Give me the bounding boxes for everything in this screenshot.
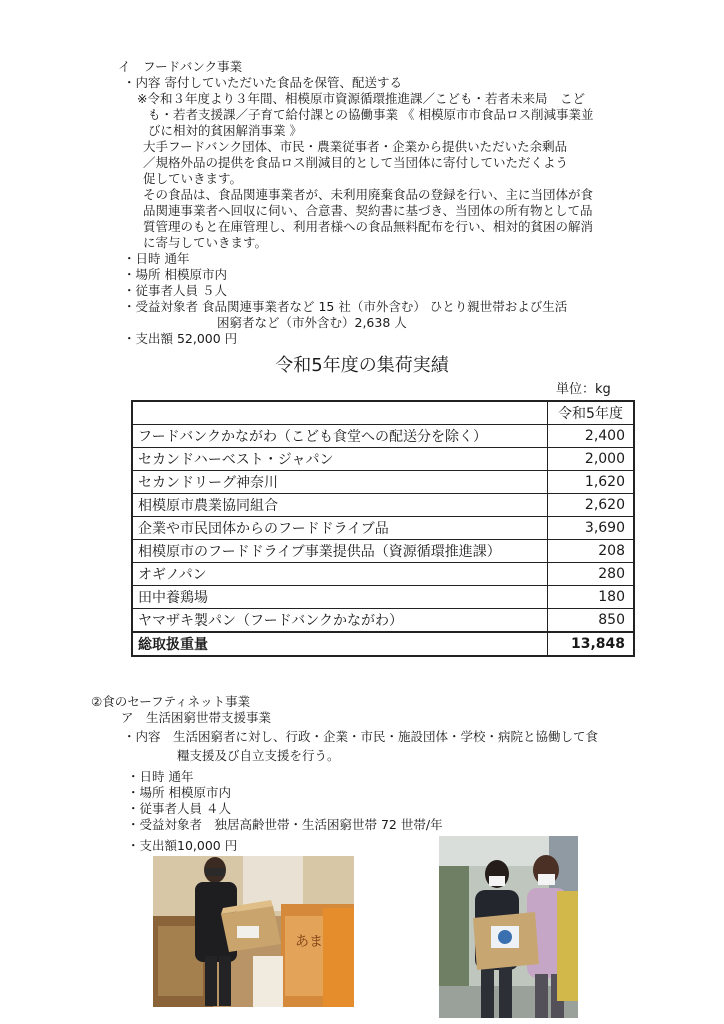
source-name-cell: 田中養鶏場 xyxy=(132,586,548,609)
weight-cell: 208 xyxy=(548,540,635,563)
weight-cell: 3,690 xyxy=(548,517,635,540)
section-i-expense: ・支出額 52,000 円 xyxy=(123,331,238,346)
source-name-cell: オギノパン xyxy=(132,563,548,586)
source-name-cell: セカンドハーベスト・ジャパン xyxy=(132,448,548,471)
table-row xyxy=(132,494,634,517)
table-row xyxy=(132,471,634,494)
section-i-content-line: ・内容 寄付していただいた食品を保管、配送する xyxy=(123,75,402,90)
section-2-beneficiaries: ・受益対象者 独居高齢世帯・生活困窮世帯 72 世帯/年 xyxy=(127,817,443,832)
table-row xyxy=(132,586,634,609)
volunteer-photo-left-image xyxy=(153,856,354,1007)
section-i-content-line: その食品は、食品関連事業者が、未利用廃棄食品の登録を行い、主に当団体が食 xyxy=(143,187,594,202)
section-2-place: ・場所 相模原市内 xyxy=(127,785,231,800)
section-i-content-line: に寄与していきます。 xyxy=(143,235,268,250)
section-i-content-line: ／規格外品の提供を食品ロス削減目的として当団体に寄付していただくよう xyxy=(143,155,569,170)
section-2-content-line: 糧支援及び自立支援を行う。 xyxy=(177,748,340,763)
section-i-content-line: びに相対的貧困解消事業 》 xyxy=(148,123,302,138)
section-2-content-line: ・内容 生活困窮者に対し、行政・企業・市民・施設団体・学校・病院と協働して食 xyxy=(123,729,599,744)
weight-cell: 2,400 xyxy=(548,425,635,448)
section-2-subheading: ア 生活困窮世帯支援事業 xyxy=(121,710,272,725)
source-name-cell: フードバンクかながわ（こども食堂への配送分を除く） xyxy=(132,425,548,448)
total-label-cell: 総取扱重量 xyxy=(132,632,548,656)
section-i-content-line: も・若者支援課／子育て給付課との協働事業 《 相模原市市食品ロス削減事業並 xyxy=(148,107,594,122)
source-name-cell: セカンドリーグ神奈川 xyxy=(132,471,548,494)
table-row xyxy=(132,609,634,633)
section-2-expense: ・支出額10,000 円 xyxy=(127,838,238,853)
source-name-cell: ヤマザキ製パン（フードバンクかながわ） xyxy=(132,609,548,633)
table-header-row xyxy=(132,401,634,425)
section-i-content-line: 質管理のもと在庫管理し、利用者様への食品無料配布を行い、相対的貧困の解消 xyxy=(143,219,594,234)
source-name-cell: 企業や市民団体からのフードドライブ品 xyxy=(132,517,548,540)
weight-cell: 850 xyxy=(548,609,635,633)
volunteer-photo-left xyxy=(153,856,354,1007)
table-header-blank xyxy=(132,401,548,425)
section-i-beneficiaries-cont: 困窮者など（市外含む）2,638 人 xyxy=(217,315,407,330)
svg-text:あま: あま xyxy=(295,934,323,950)
source-name-cell: 相模原市農業協同組合 xyxy=(132,494,548,517)
section-i-date: ・日時 通年 xyxy=(123,251,190,266)
weight-cell: 2,620 xyxy=(548,494,635,517)
shipment-table xyxy=(131,400,635,657)
shipment-table-unit: 単位：kg xyxy=(556,382,611,397)
table-row xyxy=(132,540,634,563)
source-name-cell: 相模原市のフードドライブ事業提供品（資源循環推進課） xyxy=(132,540,548,563)
section-i-content-line: ※令和３年度より３年間、相模原市資源循環推進課／こども・若者未来局 こど xyxy=(137,91,585,106)
section-i-content-line: 品関連事業者へ回収に伺い、合意書、契約書に基づき、当団体の所有物として品 xyxy=(143,203,593,218)
table-row xyxy=(132,425,634,448)
table-row xyxy=(132,517,634,540)
section-2-heading: ②食のセーフティネット事業 xyxy=(91,694,251,709)
section-i-staff: ・従事者人員 ５人 xyxy=(123,283,227,298)
table-total-row xyxy=(132,632,634,656)
shipment-table-title: 令和5年度の集荷実績 xyxy=(275,355,449,376)
weight-cell: 180 xyxy=(548,586,635,609)
section-2-staff: ・従事者人員 ４人 xyxy=(127,801,231,816)
section-i-content-line: 大手フードバンク団体、市民・農業従事者・企業から提供いただいた余剰品 xyxy=(143,139,568,154)
section-i-content-line: 促していきます。 xyxy=(143,171,243,186)
section-2-date: ・日時 通年 xyxy=(127,769,194,784)
table-header-year: 令和5年度 xyxy=(548,401,635,425)
table-row xyxy=(132,448,634,471)
volunteer-photo-right xyxy=(439,836,578,1018)
weight-cell: 2,000 xyxy=(548,448,635,471)
total-value-cell: 13,848 xyxy=(548,632,635,656)
volunteer-photo-right-image xyxy=(439,836,578,1018)
table-row xyxy=(132,563,634,586)
section-i-place: ・場所 相模原市内 xyxy=(123,267,227,282)
weight-cell: 1,620 xyxy=(548,471,635,494)
section-i-heading: イ フードバンク事業 xyxy=(118,59,243,74)
section-i-beneficiaries: ・受益対象者 食品関連事業者など 15 社（市外含む） ひとり親世帯および生活 xyxy=(123,299,568,314)
weight-cell: 280 xyxy=(548,563,635,586)
